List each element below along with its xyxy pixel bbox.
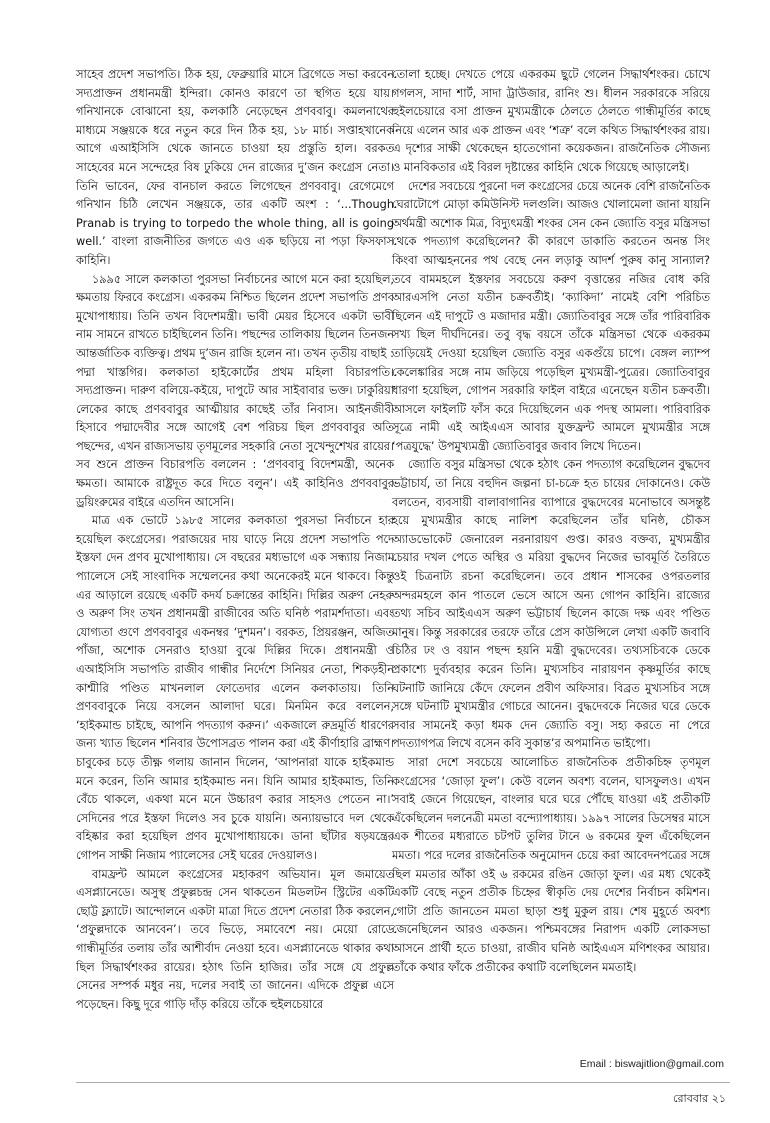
article-paragraph: মাত্র এক ভোটে ১৯৮৫ সালের কলকাতা পুরসভা নির্বাচনে হার হয়েছিল কংগ্রেসের। পরাজয়ের দায় ঘাড়ে নিয়ে প্রদেশ সভাপতি পদে ইস্তফা দেন প্রণব মুখোপাধ্যায়। সে বছরের মধ্যভাগে এক সন্ধ্যায় নিজাম প্যালেসে সেই সাংবাদিক সম্মেলনের কথা অনেকেরই মনে থাকবে। কিন্তু এর আড়ালে রয়েছে একটি কদর্য চক্রান্তের কাহিনি। দিল্লির অরুণ নেহরু ও অরুণ সিং তখন প্রধানমন্ত্রী রাজীবের অতি ঘনিষ্ঠ পরামর্শদাতা। এবং যোগ্যতা গুণে প্রণববাবুর একনম্বর ‘দুশমন’। বরকত, প্রিয়রঞ্জন, অজিত পাঁজা, অশোক সেনরাও হাওয়া বুঝে দিল্লির দিকে। প্রধানমন্ত্রী ও এআইসিসি সভাপতি রাজীব গান্ধীর নির্দেশে সিনিয়র নেতা, শিকড়হীন কাশ্মীরি পণ্ডিত মাখনলাল ফোতেদার এলেন কলকাতায়। তিনি প্রণববাবুকে নিয়ে বসলেন আলাদা ঘরে। মিনমিন করে বললেন, ‘হাইকমান্ড চাইছে, আপনি পদত্যাগ করুন।’ একজালে রুদ্রমূর্তি ধারণের জন্য খ্যাত ছিলেন শনিবার উপোসব্রত পালন করা এই কীর্ণাহারি ব্রাহ্মণ। চাবুকের চড়ে তীক্ষ্ণ গলায় জানান দিলেন, ‘আপনারা যাকে হাইকমান্ড মনে করেন, তিনি আমার হাইকমান্ড নন। যিনি আমার হাইকমান্ড, তিনি বেঁচে থাকলে, একথা মনে মনে উচ্চারণ করার সাহসও পেতেন না।’ সেদিনের পরে ইস্তফা দিলেও সব চুকে যায়নি। অন্যায়ভাবে দল থেকে বহিষ্কার করা হয়েছিল প্রণব মুখোপাধ্যায়কে। ডানা ছাঁটার ষড়যন্ত্রের গোপন সাক্ষী নিজাম প্যালেসের সেই ঘরের দেওয়ালও। (76, 514, 394, 862)
article-paragraph: দেশের সবচেয়ে পুরনো দল কংগ্রেসের চেয়ে অনেক বেশি রাজনৈতিক ঘেরাটোপে মোড়া কমিউনিস্ট দলগুলি। আজও খোলামেলা জানা যায়নি অর্থমন্ত্রী অশোক মিত্র, বিদ্যুৎমন্ত্রী শংকর সেন কেন জ্যোতি বসুর মন্ত্রিসভা থেকে পদত্যাগ করেছিলেন? কী কারণে ডাকাতি করতেন অনন্ত সিং কিংবা আত্মহননের পথ বেছে নেন লড়াকু আদর্শ পুরুষ কানু সান্যাল? তবে বামমহলে ইস্তফার সবচেয়ে করুণ বৃত্তান্তের নজির বোধ করি আরএসপি নেতা যতীন চক্রবর্তীই। ‘ক্যাকিদা’ নামেই বেশি পরিচিত ছিলেন এই দাপুটে ও মজাদার মন্ত্রী। জ্যোতিবাবুর সঙ্গে তাঁর পারিবারিক সখ্য ছিল দীর্ঘদিনের। তবু বৃদ্ধ বয়সে তাঁকে মন্ত্রিসভা থেকে একরকম তাড়িয়েই দেওয়া হয়েছিল জ্যোতি বসুর একগুঁয়ে চাপে। বেঙ্গল ল্যাম্প কেলেঙ্কারির সঙ্গে নাম জড়িয়ে পড়েছিল মুখ্যমন্ত্রী-পুত্রের। জ্যোতিবাবুর ধারণা হয়েছিল, গোপন সরকারি ফাইল বাইরে এনেছেন যতীন চক্রবর্তী। আসলে ফাইলটি ফাঁস করে দিয়েছিলেন এক পদস্থ আমলা। পারিবারিক সূত্রে নামী এই আইএএস আবার যুক্তফ্রন্ট আমলে মুখ্যমন্ত্রীর সঙ্গে ‘পত্রযুদ্ধে’ উপমুখ্যমন্ত্রী জ্যোতিবাবুর জবাব লিখে দিতেন। (392, 179, 710, 453)
article-paragraph: জ্যোতি বসুর মন্ত্রিসভা থেকে হঠাৎ কেন পদত্যাগ করেছিলেন বুদ্ধদেব ভট্টাচার্য, তা নিয়ে বহুদিন জল্পনা চা-চক্রে হত চায়ের দোকানেও। কেউ বলতেন, ব্যবসায়ী বালাবাগানির ব্যাপারে বুদ্ধদেবের মনোভাবে অসন্তুষ্ট হয়ে মুখ্যমন্ত্রীর কাছে নালিশ করেছিলেন তাঁর ঘনিষ্ঠ, চৌকস অ্যাডভোকেট জেনারেল নরনারায়ণ গুপ্ত। কারও বক্তব্য, মুখ্যমন্ত্রীর চেয়ার দখল পেতে অস্থির ও মরিয়া বুদ্ধদেব নিজের ভাবমূর্তি তৈরিতে ওই চিত্রনাট্য রচনা করেছিলেন। তবে প্রধান শাসকের ওপরতলার অন্দরমহলে কান পাতলে ভেসে আসে অন্য গোপন কাহিনি। রাজ্যের তথ্য সচিব আইএএস অরুণ ভট্টাচার্য ছিলেন কাজে দক্ষ এবং পণ্ডিত মানুষ। কিন্তু সরকারের তরফে তাঁরে প্রেস কাউন্সিলে লেখা একটি জবাবি চিঠির ঢং ও বয়ান পছন্দ হয়নি মন্ত্রী বুদ্ধদেবের। তথ্যসচিবকে ডেকে প্রকাশ্যে দুর্ব্যবহার করেন তিনি। মুখ্যসচিব নারায়ণন কৃষ্ণমূর্তির কাছে ঘটনাটি জানিয়ে কেঁদে ফেলেন প্রবীণ অফিসার। বিব্রত মুখ্যসচিব সঙ্গে সঙ্গে ঘটনাটি মুখ্যমন্ত্রীর গোচরে আনেন। বুদ্ধদেবকে নিজের ঘরে ডেকে সবার সামনেই কড়া ধমক দেন জ্যোতি বসু। সহ্য করতে না পেরে পদত্যাগপত্র লিখে বসেন কবি সুকান্ত’র অপমানিত ভাইপো। (392, 458, 710, 751)
article-paragraph: সাহেব প্রদেশ সভাপতি। ঠিক হয়, ফেব্রুয়ারি মাসে ব্রিগেডে সভা করবেন সদ্যপ্রাক্তন প্রধানমন্ত্রী ইন্দিরা। কোনও কারণে তা স্থগিত হয়ে যায়। গনিখানকে বোঝানো হয়, কলকাঠি নেড়েছেন প্রণববাবু। কমলনাথের মাধ্যমে সঞ্জয়কে ধরে নতুন করে দিন ঠিক হয়, ১৮ মার্চ। সপ্তাহখানেক আগে এআইসিসি থেকে জানতে চাওয়া হয় প্রস্তুতি হাল। বরকত সাহেবের মনে সন্দেহের বিষ ঢুকিয়ে দেন রাজ্যের দু’জন কংগ্রেস নেতা। তিনি ভাবেন, ফের বানচাল করতে লিগেছেন প্রণববাবু। রেগেমেগে গনিখান চিঠি লেখেন সঞ্জয়কে, তার একটি অংশ : ‘...Though Pranab is trying to torpedo the whole thing, all is going well.’ বাংলা রাজনীতির জগতে এও এক ছড়িয়ে না পড়া ফিসফাস কাহিনি। (76, 68, 394, 267)
article-column-right (392, 66, 710, 977)
author-email: Email : biswajitlion@gmail.com (579, 1058, 724, 1070)
page-footer-label: রোববার ২১ (673, 1092, 726, 1105)
article-paragraph: বামফ্রন্ট আমলে কংগ্রেসের মহাকরণ অভিযান। মূল জমায়েত এসপ্ল্যানেডে। অসুস্থ প্রফুল্লচন্দ্র সেন থাকতেন মিডলটন স্ট্রিটের একটি ছোট্ট ফ্ল্যাটে। আন্দোলনে একটা মাত্রা দিতে প্রদেশ নেতারা ঠিক করলেন, ‘প্রফুল্লদাকে আনবেন’। তবে ভিড়ে, সমাবেশে নয়। মেয়ো রোডে গান্ধীমূর্তির তলায় তাঁর আশীর্বাদ নেওয়া হবে। এসপ্ল্যানেডে থাকার কথা ছিল সিদ্ধার্থশংকর রায়ের। হঠাৎ তিনি হাজির। তাঁর সঙ্গে যে প্রফুল্ল সেনের সম্পর্ক মধুর নয়, দলের সবাই তা জানেন। এদিকে প্রফুল্ল এসে পড়েছেন। কিছু দূরে গাড়ি দাঁড় করিয়ে তাঁকে হুইলচেয়ারে (76, 867, 394, 1011)
article-column-left (76, 66, 394, 1014)
footer-divider (76, 1082, 730, 1083)
article-paragraph: তোলা হচ্ছে। দেখতে পেয়ে একরকম ছুটে গেলেন সিদ্ধার্থশংকর। চোখে গগলস, সাদা শার্ট, সাদা ট্রাউজার, রানিং শু। ধীলন সরকারকে সরিয়ে হুইলচেয়ারে বসা প্রাক্তন মুখ্যমন্ত্রীকে ঠেলতে ঠেলতে গান্ধীমূর্তির কাছে নিয়ে এলেন আর এক প্রাক্তন এবং ‘শত্রু’ বলে কথিত সিদ্ধার্থশংকর রায়। এ দৃশ্যের সাক্ষী থেকেছেন হাতেগোনা কয়েকজন। রাজনৈতিক সৌজন্য ও মানবিকতার এই বিরল দৃষ্টান্তের কাহিনি থেকে গিয়েছে আড়ালেই। (392, 68, 710, 174)
article-paragraph: ১৯৯৫ সালে কলকাতা পুরসভা নির্বাচনের আগে মনে করা হয়েছিল, ক্ষমতায় ফিরবে কংগ্রেস। একরকম নিশ্চিত ছিলেন প্রদেশ সভাপতি প্রণব মুখোপাধ্যায়। তিনি তখন বিদেশমন্ত্রী। ভাবী মেয়র হিসেবে একটা ভাবী নাম সামনে রাখতে চাইছিলেন তিনি। পছন্দের তালিকায় ছিলেন তিনজন আন্তর্জাতিক ব্যক্তিত্ব। প্রথম দু’জন রাজি হলেন না। তখন তৃতীয় বাছাই : পদ্মা খাস্তগির। কলকাতা হাইকোর্টের প্রথম মহিলা বিচারপতি। সদ্যপ্রাক্তন। দারুণ বলিয়ে-কইয়ে, দাপুটে আর সাইবাবার ভক্ত। ঢাকুরিয়া লেকের কাছে প্রণববাবুর আত্মীয়ার কাছেই তাঁর নিবাস। আইনজীবী হিসাবে পদ্মাদেবীর সঙ্গে আগেই বেশ পরিচয় ছিল প্রণববাবুর অতি পছন্দের, এখন রাজ্যসভায় তৃণমূলের সহকারি নেতা সুখেন্দুশেখর রায়ের। সব শুনে প্রাক্তন বিচারপতি বললেন : ‘প্রণববাবু বিদেশমন্ত্রী, অনেক ক্ষমতা। আমাকে রাষ্ট্রদূত করে দিতে বলুন’। এই কাহিনিও প্রণববাবুর ড্রয়িংরুমের বাইরে এতদিন আসেনি। (76, 272, 394, 509)
article-paragraph: সারা দেশে সবচেয়ে আলোচিত রাজনৈতিক প্রতীকচিহ্ন তৃণমূল কংগ্রেসের ‘জোড়া ফুল’। কেউ বলেন অবশ্য বলেন, ঘাসফুলও। এখন সবাই জেনে গিয়েছেন, বাংলার ঘরে ঘরে পৌঁছে যাওয়া এই প্রতীকটি এঁকেছিলেন দলনেত্রী মমতা বন্দ্যোপাধ্যায়। ১৯৯৭ সালের ডিসেম্বর মাসে এক শীতের মধ্যরাতে চটপট তুলির টানে ৬ রকমের ফুল এঁকেছিলেন মমতা। পরে দলের রাজনৈতিক অনুমোদন চেয়ে করা আবেদনপত্রের সঙ্গে ছিল মমতার আঁকা ওই ৬ রকমের রঙিন জোড়া ফুল। এর মধ্য থেকেই একটি বেছে নতুন প্রতীক চিহ্নের স্বীকৃতি দেয় দেশের নির্বাচন কমিশন। গোটা প্রতি জানতেন মমতা ছাড়া শুধু মুকুল রায়। শেষ মুহূর্তে অবশ্য জেনেছিলেন আরও একজন। পশ্চিমবঙ্গের নিরাপদ একটি লোকসভা আসনে প্রার্থী হতে চাওয়া, রাজীব ঘনিষ্ঠ আইএএস মণিশংকর আয়ার। তাঁকে কথার ফাঁকে প্রতীকের কথাটি বলেছিলেন মমতাই। (392, 755, 710, 974)
